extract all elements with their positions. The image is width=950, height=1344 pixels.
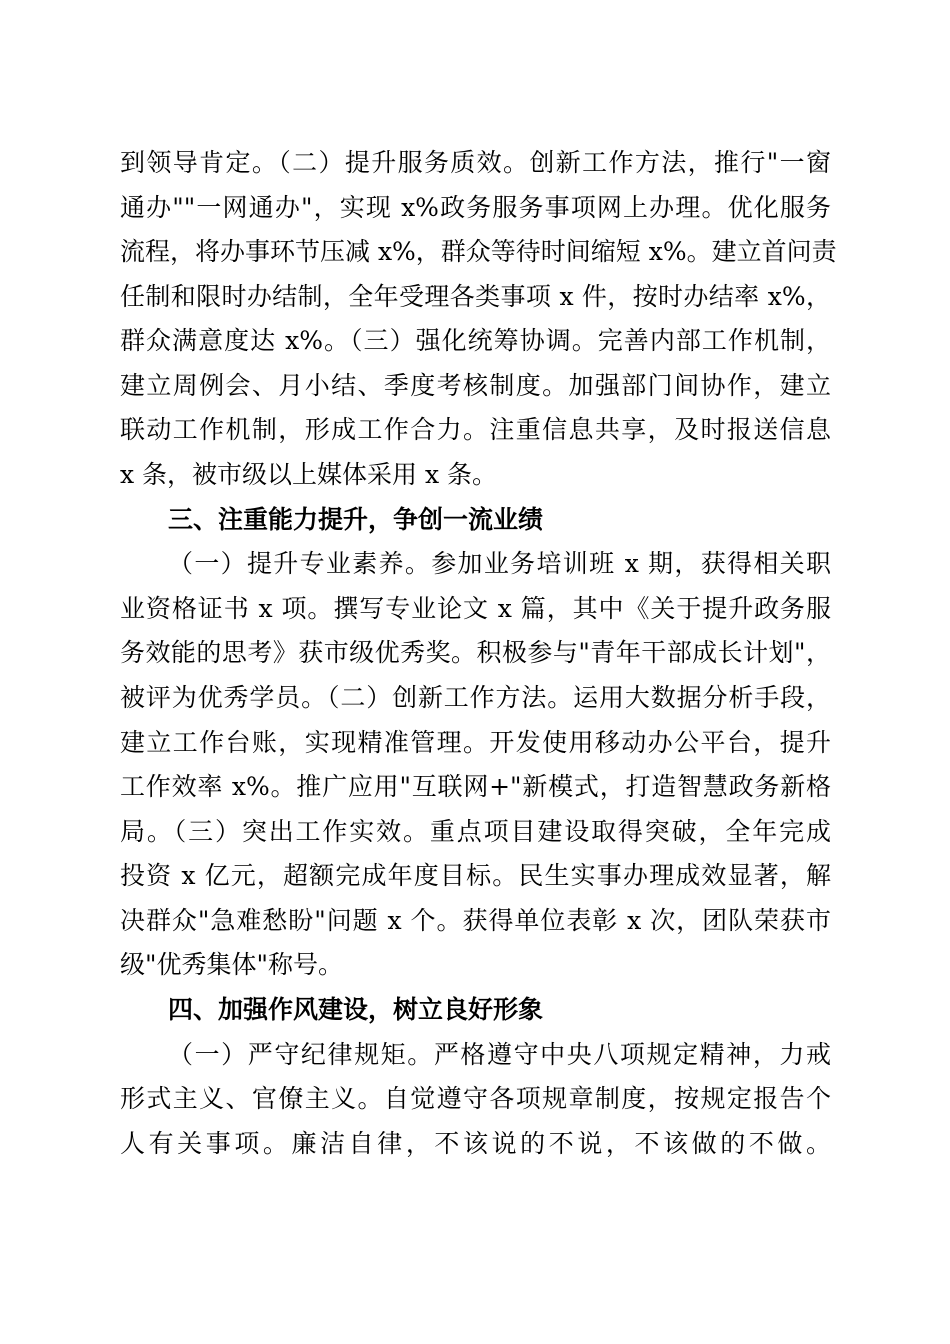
body-text-line: 任制和限时办结制，全年受理各类事项 x 件，按时办结率 x%， — [120, 282, 831, 311]
body-text-line: 联动工作机制，形成工作合力。注重信息共享，及时报送信息 — [120, 415, 831, 444]
body-text-line: 级"优秀集体"称号。 — [120, 950, 343, 979]
body-text-line: 建立工作台账，实现精准管理。开发使用移动办公平台，提升 — [120, 728, 831, 757]
body-text-line: 被评为优秀学员。（二）创新工作方法。运用大数据分析手段， — [120, 683, 831, 712]
body-text-line: 形式主义、官僚主义。自觉遵守各项规章制度，按规定报告个 — [120, 1084, 831, 1113]
body-text-line: 决群众"急难愁盼"问题 x 个。获得单位表彰 x 次，团队荣获市 — [120, 906, 831, 935]
body-text-line: x 条，被市级以上媒体采用 x 条。 — [120, 460, 498, 489]
body-text-line: 人有关事项。廉洁自律，不该说的不说，不该做的不做。 — [120, 1129, 831, 1158]
body-text-line: 建立周例会、月小结、季度考核制度。加强部门间协作，建立 — [120, 371, 831, 400]
body-text-line: 局。（三）突出工作实效。重点项目建设取得突破，全年完成 — [120, 817, 831, 846]
body-text-line: 到领导肯定。（二）提升服务质效。创新工作方法，推行"一窗 — [120, 148, 831, 177]
section-heading-four: 四、加强作风建设，树立良好形象 — [168, 995, 544, 1024]
body-text-line: 流程，将办事环节压减 x%，群众等待时间缩短 x%。建立首问责 — [120, 237, 837, 266]
body-text-line: 务效能的思考》获市级优秀奖。积极参与"青年干部成长计划"， — [120, 638, 831, 667]
paragraph-first-line: （一）严守纪律规矩。严格遵守中央八项规定精神，力戒 — [168, 1040, 831, 1069]
section-heading-three: 三、注重能力提升，争创一流业绩 — [168, 505, 544, 534]
body-text-line: 工作效率 x%。推广应用"互联网+"新模式，打造智慧政务新格 — [120, 772, 831, 801]
body-text-line: 投资 x 亿元，超额完成年度目标。民生实事办理成效显著，解 — [120, 861, 831, 890]
body-text-line: 通办""一网通办"，实现 x%政务服务事项网上办理。优化服务 — [120, 193, 831, 222]
body-text-line: 群众满意度达 x%。（三）强化统筹协调。完善内部工作机制， — [120, 326, 831, 355]
body-text-line: 业资格证书 x 项。撰写专业论文 x 篇，其中《关于提升政务服 — [120, 594, 831, 623]
paragraph-first-line: （一）提升专业素养。参加业务培训班 x 期，获得相关职 — [168, 549, 831, 578]
